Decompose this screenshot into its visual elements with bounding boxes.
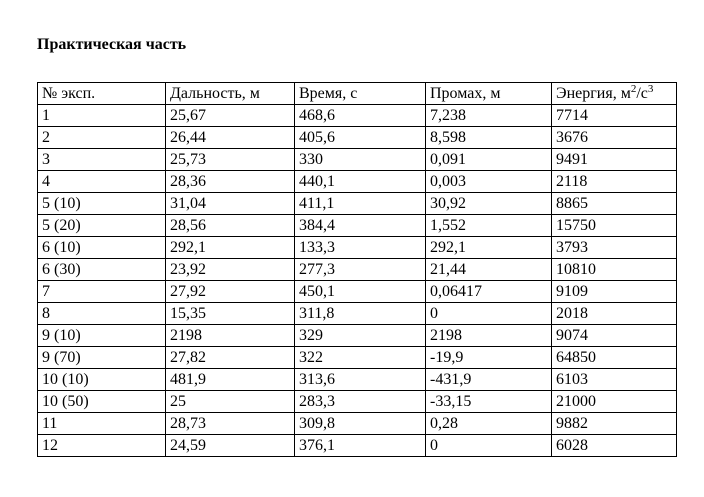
cell-time: 309,8: [295, 413, 426, 435]
cell-experiment-number: 9 (70): [38, 347, 166, 369]
table-row: [38, 391, 677, 413]
table-row: [38, 347, 677, 369]
cell-distance: 25,67: [166, 105, 295, 127]
cell-miss: 7,238: [426, 105, 552, 127]
header-time: Время, с: [295, 83, 426, 105]
cell-distance: 27,82: [166, 347, 295, 369]
cell-experiment-number: 12: [38, 435, 166, 457]
cell-energy: 2118: [552, 171, 677, 193]
cell-time: 450,1: [295, 281, 426, 303]
cell-distance: 26,44: [166, 127, 295, 149]
cell-experiment-number: 1: [38, 105, 166, 127]
cell-time: 376,1: [295, 435, 426, 457]
cell-time: 405,6: [295, 127, 426, 149]
cell-experiment-number: 2: [38, 127, 166, 149]
table-row: [38, 171, 677, 193]
cell-distance: 25: [166, 391, 295, 413]
table-row: [38, 259, 677, 281]
cell-energy: 3676: [552, 127, 677, 149]
header-miss: Промах, м: [426, 83, 552, 105]
cell-miss: 0: [426, 303, 552, 325]
cell-distance: 31,04: [166, 193, 295, 215]
table-body: [38, 105, 677, 457]
cell-energy: 9491: [552, 149, 677, 171]
cell-distance: 25,73: [166, 149, 295, 171]
cell-distance: 2198: [166, 325, 295, 347]
cell-experiment-number: 9 (10): [38, 325, 166, 347]
cell-experiment-number: 5 (20): [38, 215, 166, 237]
cell-energy: 6103: [552, 369, 677, 391]
cell-miss: 292,1: [426, 237, 552, 259]
header-energy-exponent-1: 2: [630, 83, 637, 95]
header-experiment-number: № эксп.: [38, 83, 166, 105]
cell-miss: -33,15: [426, 391, 552, 413]
cell-experiment-number: 7: [38, 281, 166, 303]
table-header-row: [38, 83, 677, 105]
cell-energy: 10810: [552, 259, 677, 281]
cell-experiment-number: 8: [38, 303, 166, 325]
cell-miss: -19,9: [426, 347, 552, 369]
header-energy-unit: /с: [636, 85, 648, 102]
cell-time: 440,1: [295, 171, 426, 193]
cell-energy: 2018: [552, 303, 677, 325]
cell-distance: 24,59: [166, 435, 295, 457]
cell-energy: 9074: [552, 325, 677, 347]
cell-distance: 28,73: [166, 413, 295, 435]
header-distance: Дальность, м: [166, 83, 295, 105]
cell-distance: 292,1: [166, 237, 295, 259]
table-row: [38, 435, 677, 457]
header-energy-exponent-2: 3: [647, 83, 654, 95]
cell-energy: 6028: [552, 435, 677, 457]
cell-miss: 0: [426, 435, 552, 457]
cell-energy: 7714: [552, 105, 677, 127]
cell-miss: 0,28: [426, 413, 552, 435]
cell-miss: -431,9: [426, 369, 552, 391]
cell-experiment-number: 10 (10): [38, 369, 166, 391]
cell-distance: 481,9: [166, 369, 295, 391]
cell-miss: 21,44: [426, 259, 552, 281]
cell-time: 468,6: [295, 105, 426, 127]
cell-miss: 30,92: [426, 193, 552, 215]
table-row: [38, 303, 677, 325]
table-row: [38, 215, 677, 237]
header-energy-text: Энергия, м: [556, 85, 631, 102]
cell-miss: 1,552: [426, 215, 552, 237]
cell-time: 283,3: [295, 391, 426, 413]
cell-time: 277,3: [295, 259, 426, 281]
cell-distance: 28,56: [166, 215, 295, 237]
cell-time: 384,4: [295, 215, 426, 237]
cell-time: 311,8: [295, 303, 426, 325]
cell-distance: 23,92: [166, 259, 295, 281]
cell-miss: 0,091: [426, 149, 552, 171]
table-row: [38, 237, 677, 259]
table-row: [38, 413, 677, 435]
cell-energy: 9109: [552, 281, 677, 303]
table-row: [38, 325, 677, 347]
cell-experiment-number: 10 (50): [38, 391, 166, 413]
cell-distance: 28,36: [166, 171, 295, 193]
cell-energy: 21000: [552, 391, 677, 413]
cell-experiment-number: 6 (10): [38, 237, 166, 259]
experiment-table: [37, 82, 677, 457]
cell-distance: 27,92: [166, 281, 295, 303]
cell-experiment-number: 4: [38, 171, 166, 193]
cell-time: 411,1: [295, 193, 426, 215]
cell-miss: 2198: [426, 325, 552, 347]
cell-experiment-number: 5 (10): [38, 193, 166, 215]
cell-energy: 9882: [552, 413, 677, 435]
cell-experiment-number: 6 (30): [38, 259, 166, 281]
table-row: [38, 149, 677, 171]
cell-energy: 3793: [552, 237, 677, 259]
cell-experiment-number: 11: [38, 413, 166, 435]
table-row: [38, 105, 677, 127]
table-row: [38, 369, 677, 391]
cell-energy: 8865: [552, 193, 677, 215]
cell-experiment-number: 3: [38, 149, 166, 171]
cell-time: 329: [295, 325, 426, 347]
cell-miss: 0,06417: [426, 281, 552, 303]
table-row: [38, 127, 677, 149]
page-title: Практическая часть: [37, 36, 187, 53]
table-row: [38, 281, 677, 303]
cell-time: 133,3: [295, 237, 426, 259]
cell-time: 330: [295, 149, 426, 171]
header-energy: [552, 83, 677, 105]
cell-distance: 15,35: [166, 303, 295, 325]
cell-time: 313,6: [295, 369, 426, 391]
cell-energy: 15750: [552, 215, 677, 237]
table-row: [38, 193, 677, 215]
cell-miss: 8,598: [426, 127, 552, 149]
cell-energy: 64850: [552, 347, 677, 369]
cell-miss: 0,003: [426, 171, 552, 193]
cell-time: 322: [295, 347, 426, 369]
